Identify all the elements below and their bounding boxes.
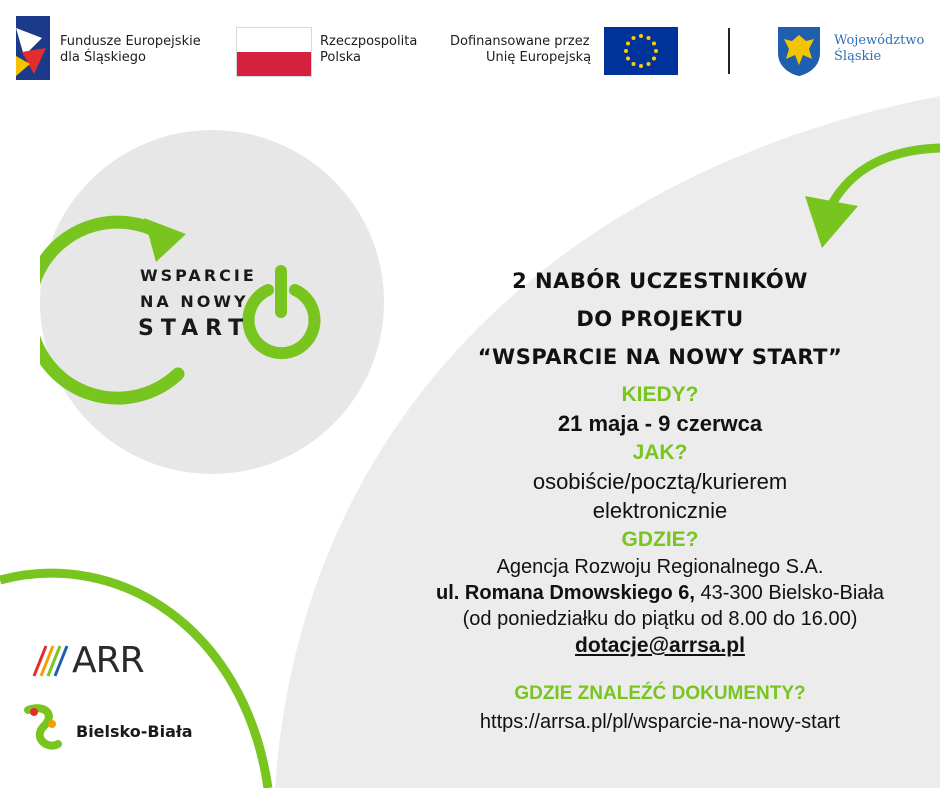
eu-logo-line2: Unię Europejską (486, 50, 592, 65)
start-logo-line3: START (138, 316, 251, 341)
contact-email-link[interactable]: dotacje@arrsa.pl (575, 634, 745, 657)
polish-flag-icon (236, 27, 312, 77)
rp-logo-line1: Rzeczpospolita (320, 34, 418, 49)
how-label: JAK? (632, 441, 688, 464)
where-agency: Agencja Rozwoju Regionalnego S.A. (496, 556, 824, 578)
heading-line1: 2 NABÓR UCZESTNIKÓW (512, 269, 808, 293)
how-value-1: osobiście/pocztą/kurierem (532, 469, 788, 494)
fundusze-europejskie-logo (16, 16, 50, 80)
eagle-coat-of-arms-icon (776, 25, 822, 77)
arr-logo-text: ARR (72, 640, 144, 681)
rp-logo-line2: Polska (320, 50, 361, 65)
where-street: ul. Romana Dmowskiego 6, (436, 582, 695, 604)
arr-stripes-icon (32, 644, 72, 678)
ws-logo-line1: Województwo (834, 33, 925, 48)
logo-divider (728, 28, 730, 74)
when-value: 21 maja - 9 czerwca (557, 411, 763, 436)
eu-flag-icon (604, 27, 678, 75)
power-icon (249, 271, 315, 353)
eu-logo-line1: Dofinansowane przez (450, 34, 590, 49)
where-label: GDZIE? (621, 528, 699, 551)
documents-url-link[interactable]: https://arrsa.pl/pl/wsparcie-na-nowy-start (479, 711, 841, 733)
heading-line3: “WSPARCIE NA NOWY START” (477, 345, 843, 369)
start-logo-line1: WSPARCIE (140, 266, 257, 285)
heading-line2: DO PROJEKTU (576, 307, 744, 331)
where-city: 43-300 Bielsko-Biała (694, 582, 884, 604)
when-label: KIEDY? (621, 383, 699, 406)
logo-bar (0, 0, 940, 96)
ws-logo-line2: Śląskie (834, 49, 882, 64)
fe-logo-line2: dla Śląskiego (60, 50, 146, 65)
how-value-2: elektronicznie (592, 498, 728, 523)
bielsko-biala-logo-icon (22, 704, 62, 752)
announcement-content (390, 262, 930, 736)
bielsko-biala-logo-text: Bielsko-Biała (76, 722, 193, 741)
fe-logo-line1: Fundusze Europejskie (60, 34, 201, 49)
documents-label: GDZIE ZNALEŹĆ DOKUMENTY? (514, 683, 806, 704)
start-logo-line2: NA NOWY (140, 292, 249, 311)
where-hours: (od poniedziałku do piątku od 8.00 do 16.00) (462, 608, 858, 630)
where-address (390, 580, 930, 606)
